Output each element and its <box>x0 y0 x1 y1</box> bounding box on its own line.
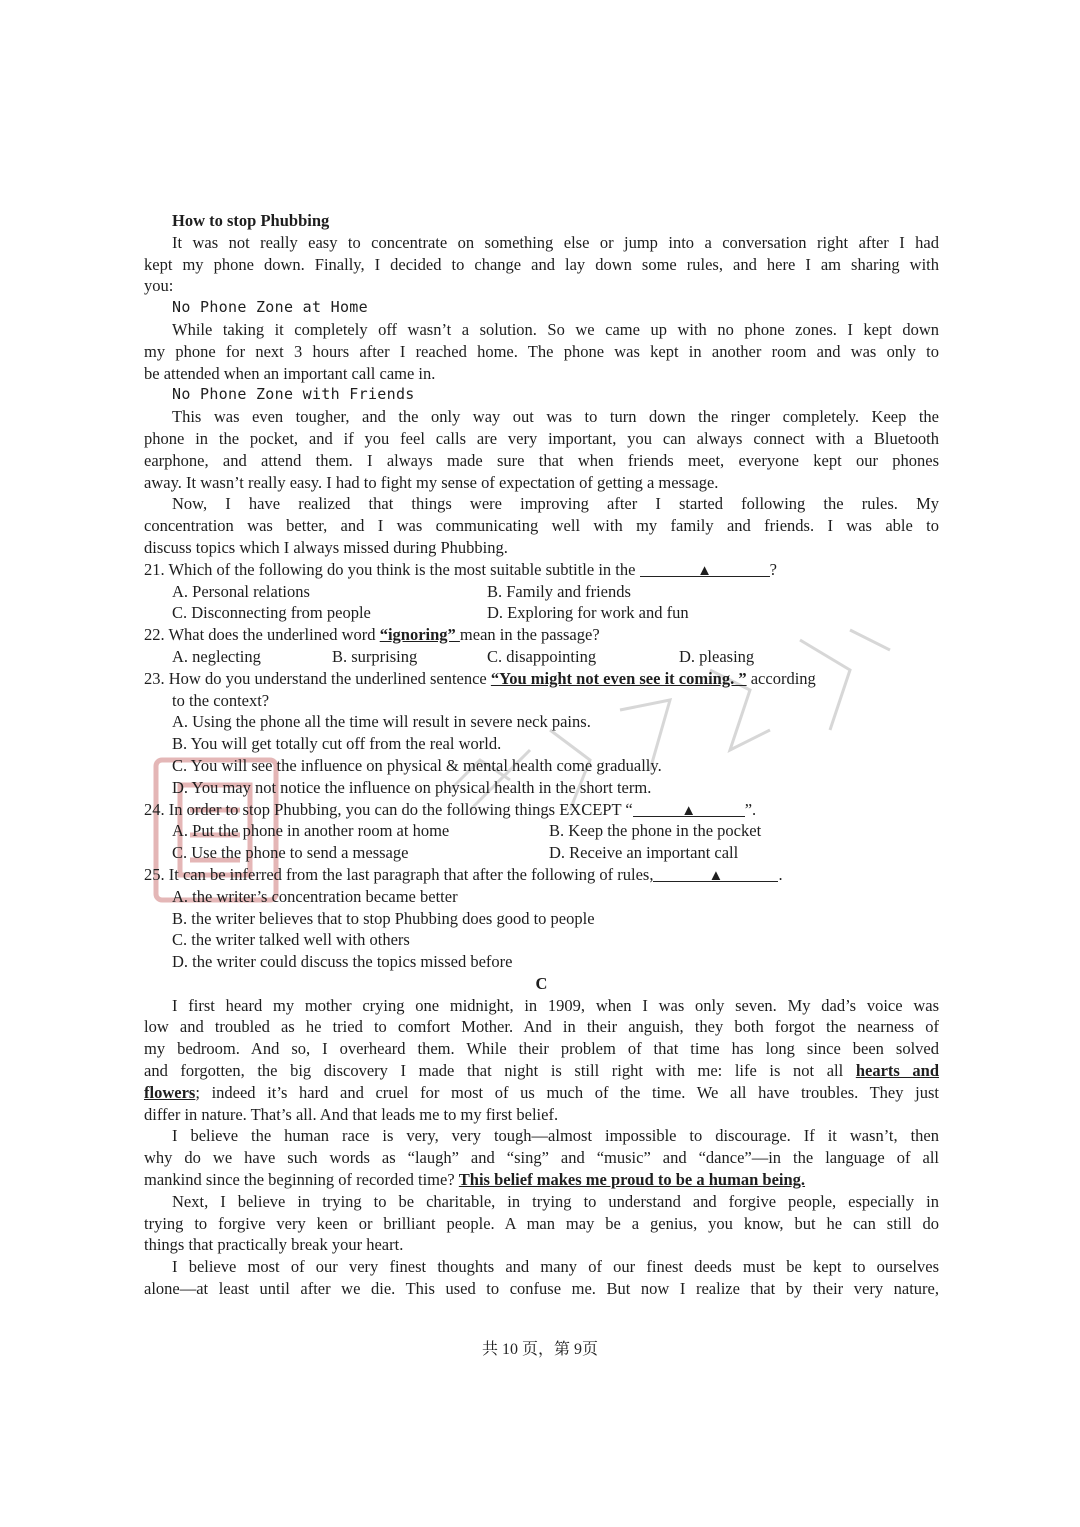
option-b: B. surprising <box>332 646 418 666</box>
options <box>144 820 939 842</box>
underlined-sentence: “You might not even see it coming. ” <box>490 668 747 688</box>
para-line: why do we have such words as “laugh” and “sing” and “music” and “dance”—in the language of all <box>144 1148 939 1168</box>
para-line: away. It wasn’t really easy. I had to fight my sense of expectation of getting a message. <box>144 472 719 492</box>
option-c: C. Disconnecting from people <box>172 603 371 623</box>
subtitle-friends: No Phone Zone with Friends <box>172 385 415 404</box>
para-line: phone in the pocket, and if you feel calls are very important, you can always connect with a Bluetooth <box>144 428 939 448</box>
options <box>144 581 939 603</box>
intro-line: you: <box>144 276 174 296</box>
question-stem-end: according <box>746 668 816 688</box>
para-line: discuss topics which I always missed during Phubbing. <box>144 537 508 557</box>
para-line: I believe most of our very finest thoughts and many of our finest deeds must be kept to ourselves <box>172 1257 939 1277</box>
option-b: B. Family and friends <box>487 581 631 601</box>
option-d: D. pleasing <box>679 646 755 666</box>
question-stem: 23. How do you understand the underlined sentence <box>144 668 491 688</box>
para-line: I believe the human race is very, very tough—almost impossible to discourage. If it wasn’t, then <box>172 1126 939 1146</box>
option-b: B. Keep the phone in the pocket <box>549 821 762 841</box>
para-line: While taking it completely off wasn’t a solution. So we came up with no phone zones. I kept down <box>172 319 939 339</box>
para-line: This was even tougher, and the only way out was to turn down the ringer completely. Keep the <box>172 407 939 427</box>
answer-blank <box>653 864 778 882</box>
para-line <box>144 1060 939 1082</box>
text-run: and forgotten, the big discovery I made that night is still right with me: life is not all <box>144 1061 856 1081</box>
question-end: ”. <box>744 799 757 819</box>
answer-blank <box>633 799 745 817</box>
section-heading: C <box>535 973 548 993</box>
subtitle-home: No Phone Zone at Home <box>172 298 368 317</box>
question-23 <box>144 668 939 690</box>
option-c: C. disappointing <box>487 646 597 666</box>
triangle-icon: ▲ <box>681 802 697 819</box>
para-line <box>144 1169 939 1191</box>
para-line: earphone, and attend them. I always made sure that when friends meet, everyone kept our phones <box>144 450 939 470</box>
question-end: . <box>778 864 783 884</box>
option-d: D. You may not notice the influence on physical health in the short term. <box>172 777 652 797</box>
question-stem: 25. It can be inferred from the last paragraph that after the following of rules, <box>144 864 654 884</box>
intro-line: kept my phone down. Finally, I decided to change and lay down some rules, and here I am sharing with <box>144 254 939 274</box>
text-run: ; indeed it’s hard and cruel for most of us much of the time. We all have troubles. They just <box>195 1082 939 1102</box>
intro-line: It was not really easy to concentrate on something else or jump into a conversation right after I had <box>172 232 939 252</box>
option-b: B. You will get totally cut off from the real world. <box>172 734 502 754</box>
triangle-icon: ▲ <box>708 867 724 884</box>
question-21 <box>144 559 939 581</box>
option-d: D. the writer could discuss the topics missed before <box>172 952 513 972</box>
question-continuation: to the context? <box>172 690 270 710</box>
para-line: be attended when an important call came in. <box>144 363 436 383</box>
question-stem: 22. What does the underlined word <box>144 625 380 645</box>
question-end: ? <box>769 559 777 579</box>
exam-page <box>144 210 939 1300</box>
option-a: A. the writer’s concentration became better <box>172 886 458 906</box>
page-footer: 共 10 页，第 9页 <box>481 1341 598 1358</box>
options <box>144 646 939 668</box>
para-line: trying to forgive very keen or brilliant people. A man may be a genius, you know, but he can still do <box>144 1213 939 1233</box>
para-line: alone—at least until after we die. This used to confuse me. But now I realize that by their very nature, <box>144 1279 939 1299</box>
underlined-word: “ignoring” <box>379 625 460 645</box>
option-a: A. Personal relations <box>172 581 310 601</box>
question-stem: 21. Which of the following do you think is the most suitable subtitle in the <box>144 559 636 579</box>
question-stem: 24. In order to stop Phubbing, you can do the following things EXCEPT “ <box>144 799 633 819</box>
para-line: low and troubled as he tried to comfort Mother. And in their anguish, they both forgot the nearness of <box>144 1017 939 1037</box>
option-a: A. Using the phone all the time will result in severe neck pains. <box>172 712 591 732</box>
text-run: mankind since the beginning of recorded time? <box>144 1170 459 1190</box>
answer-blank <box>640 559 770 577</box>
para-line: Next, I believe in trying to be charitable, in trying to understand and forgive people, especially in <box>172 1191 939 1211</box>
para-line: Now, I have realized that things were improving after I started following the rules. My <box>172 494 939 514</box>
para-line: concentration was better, and I was communicating well with my family and friends. I was able to <box>144 516 939 536</box>
option-c: C. the writer talked well with others <box>172 930 410 950</box>
question-25 <box>144 864 939 886</box>
options <box>144 842 939 864</box>
option-b: B. the writer believes that to stop Phubbing does good to people <box>172 908 595 928</box>
question-24 <box>144 799 939 821</box>
options <box>144 602 939 624</box>
question-22 <box>144 624 939 646</box>
option-a: A. neglecting <box>172 646 261 666</box>
option-d: D. Exploring for work and fun <box>487 603 689 623</box>
para-line: differ in nature. That’s all. And that leads me to my first belief. <box>144 1104 559 1124</box>
para-line <box>144 1082 939 1104</box>
article-title: How to stop Phubbing <box>172 211 330 230</box>
question-stem-end: mean in the passage? <box>459 625 600 645</box>
para-line: my bedroom. And so, I overheard them. While their problem of that time has long since been solved <box>144 1039 939 1059</box>
triangle-icon: ▲ <box>697 562 712 579</box>
option-a: A. Put the phone in another room at home <box>172 821 450 841</box>
para-line: my phone for next 3 hours after I reached home. The phone was kept in another room and was only to <box>144 341 939 361</box>
para-line: I first heard my mother crying one midnight, in 1909, when I was only seven. My dad’s voice was <box>172 995 939 1015</box>
underlined-phrase: flowers <box>144 1082 196 1102</box>
option-c: C. You will see the influence on physical & mental health come gradually. <box>172 755 662 775</box>
option-d: D. Receive an important call <box>549 843 739 863</box>
underlined-phrase: hearts and <box>855 1061 940 1081</box>
para-line: things that practically break your heart. <box>144 1235 404 1255</box>
underlined-sentence: This belief makes me proud to be a human being. <box>458 1170 806 1190</box>
option-c: C. Use the phone to send a message <box>172 843 409 863</box>
